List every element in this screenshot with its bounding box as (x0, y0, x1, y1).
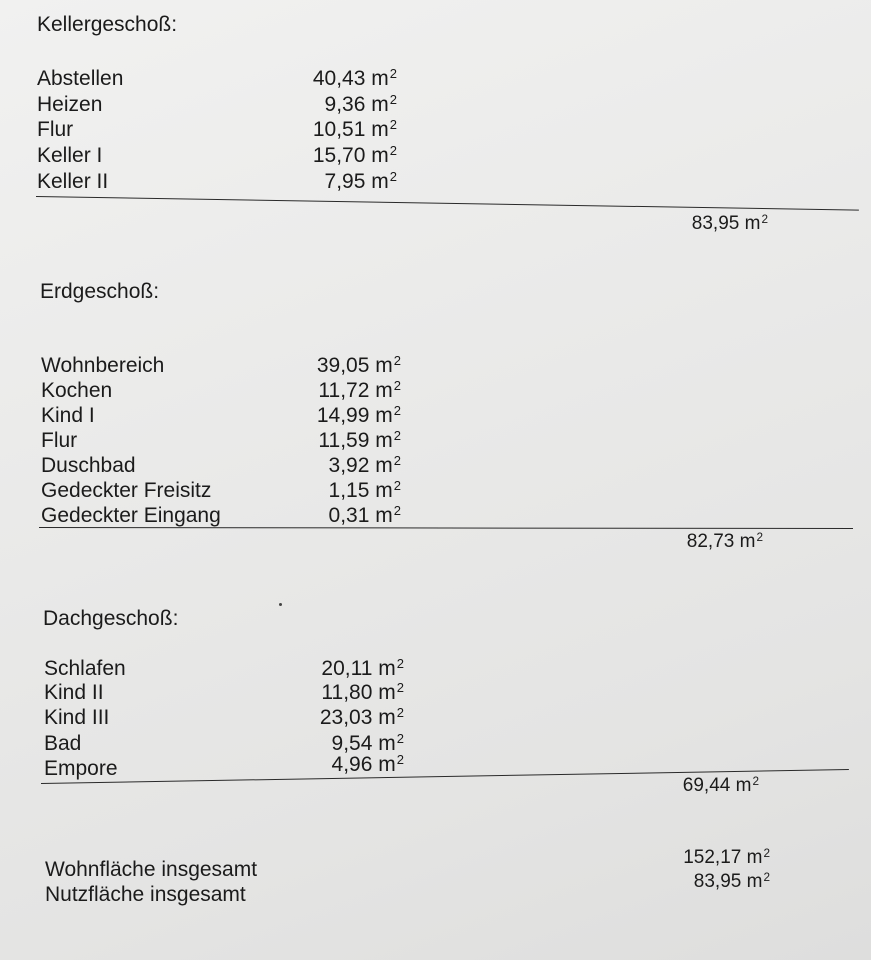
room-row (37, 92, 397, 117)
room-name: Abstellen (37, 67, 124, 90)
room-area: 0,31 $m^2$ (328, 502, 401, 527)
section-total: 83,95 $m^2$ (691, 212, 768, 234)
room-row (37, 143, 397, 168)
room-area: 39,05 $m^2$ (316, 352, 401, 377)
room-row (44, 656, 404, 681)
room-name: Kind I (41, 404, 95, 427)
room-area: 11,59 $m^2$ (318, 427, 401, 452)
room-area: 1,15 $m^2$ (328, 477, 401, 502)
room-name: Wohnbereich (41, 354, 165, 377)
room-area: 11,80 $m^2$ (321, 679, 404, 704)
room-name: Kind II (44, 681, 104, 704)
room-area: 10,51 $m^2$ (312, 116, 397, 141)
room-area: 20,11 $m^2$ (321, 655, 404, 680)
wohnflaeche-value: 152,17 $m^2$ (683, 846, 770, 868)
section-total: 69,44 $m^2$ (682, 774, 759, 796)
section-heading-erdgeschoss: Erdgeschoß: (40, 280, 160, 303)
room-name: Flur (37, 118, 74, 141)
room-name: Keller II (37, 170, 109, 193)
sum-divider (39, 527, 853, 529)
room-area: 7,95 $m^2$ (324, 168, 397, 193)
sum-divider (36, 196, 859, 211)
room-area: 11,72 $m^2$ (318, 377, 401, 402)
room-row (44, 680, 404, 705)
wohnflaeche-label: Wohnfläche insgesamt (45, 858, 258, 881)
section-heading-kellergeschoss: Kellergeschoß: (37, 13, 178, 36)
room-name: Empore (44, 757, 118, 780)
room-area: 14,99 $m^2$ (316, 402, 401, 427)
room-name: Keller I (37, 144, 103, 167)
section-heading-dachgeschoss: Dachgeschoß: (43, 607, 179, 630)
nutzflaeche-label: Nutzfläche insgesamt (45, 883, 246, 906)
room-row (41, 353, 401, 378)
room-name: Kind III (44, 706, 110, 729)
room-area: 9,36 $m^2$ (324, 91, 397, 116)
paper-speck (279, 603, 282, 606)
section-total: 82,73 $m^2$ (686, 530, 763, 552)
room-row (37, 117, 397, 142)
nutzflaeche-value: 83,95 $m^2$ (693, 870, 770, 892)
room-name: Bad (44, 732, 82, 755)
room-area: 3,92 $m^2$ (328, 452, 401, 477)
room-row (41, 378, 401, 403)
room-area: 40,43 $m^2$ (312, 65, 397, 90)
room-name: Flur (41, 429, 78, 452)
room-name: Kochen (41, 379, 113, 402)
room-row (41, 478, 401, 503)
room-name: Schlafen (44, 657, 126, 680)
room-area: 9,54 $m^2$ (331, 730, 404, 755)
room-row (41, 453, 401, 478)
room-row (37, 169, 397, 194)
room-name: Duschbad (41, 454, 136, 477)
room-row (37, 66, 397, 91)
room-row (44, 705, 404, 730)
room-row (41, 403, 401, 428)
room-area: 15,70 $m^2$ (312, 142, 397, 167)
room-row (41, 428, 401, 453)
room-name: Gedeckter Freisitz (41, 479, 212, 502)
room-area: 4,96 $m^2$ (331, 751, 404, 776)
room-name: Gedeckter Eingang (41, 504, 221, 527)
room-area: 23,03 $m^2$ (319, 704, 404, 729)
room-row (41, 503, 401, 528)
room-name: Heizen (37, 93, 103, 116)
